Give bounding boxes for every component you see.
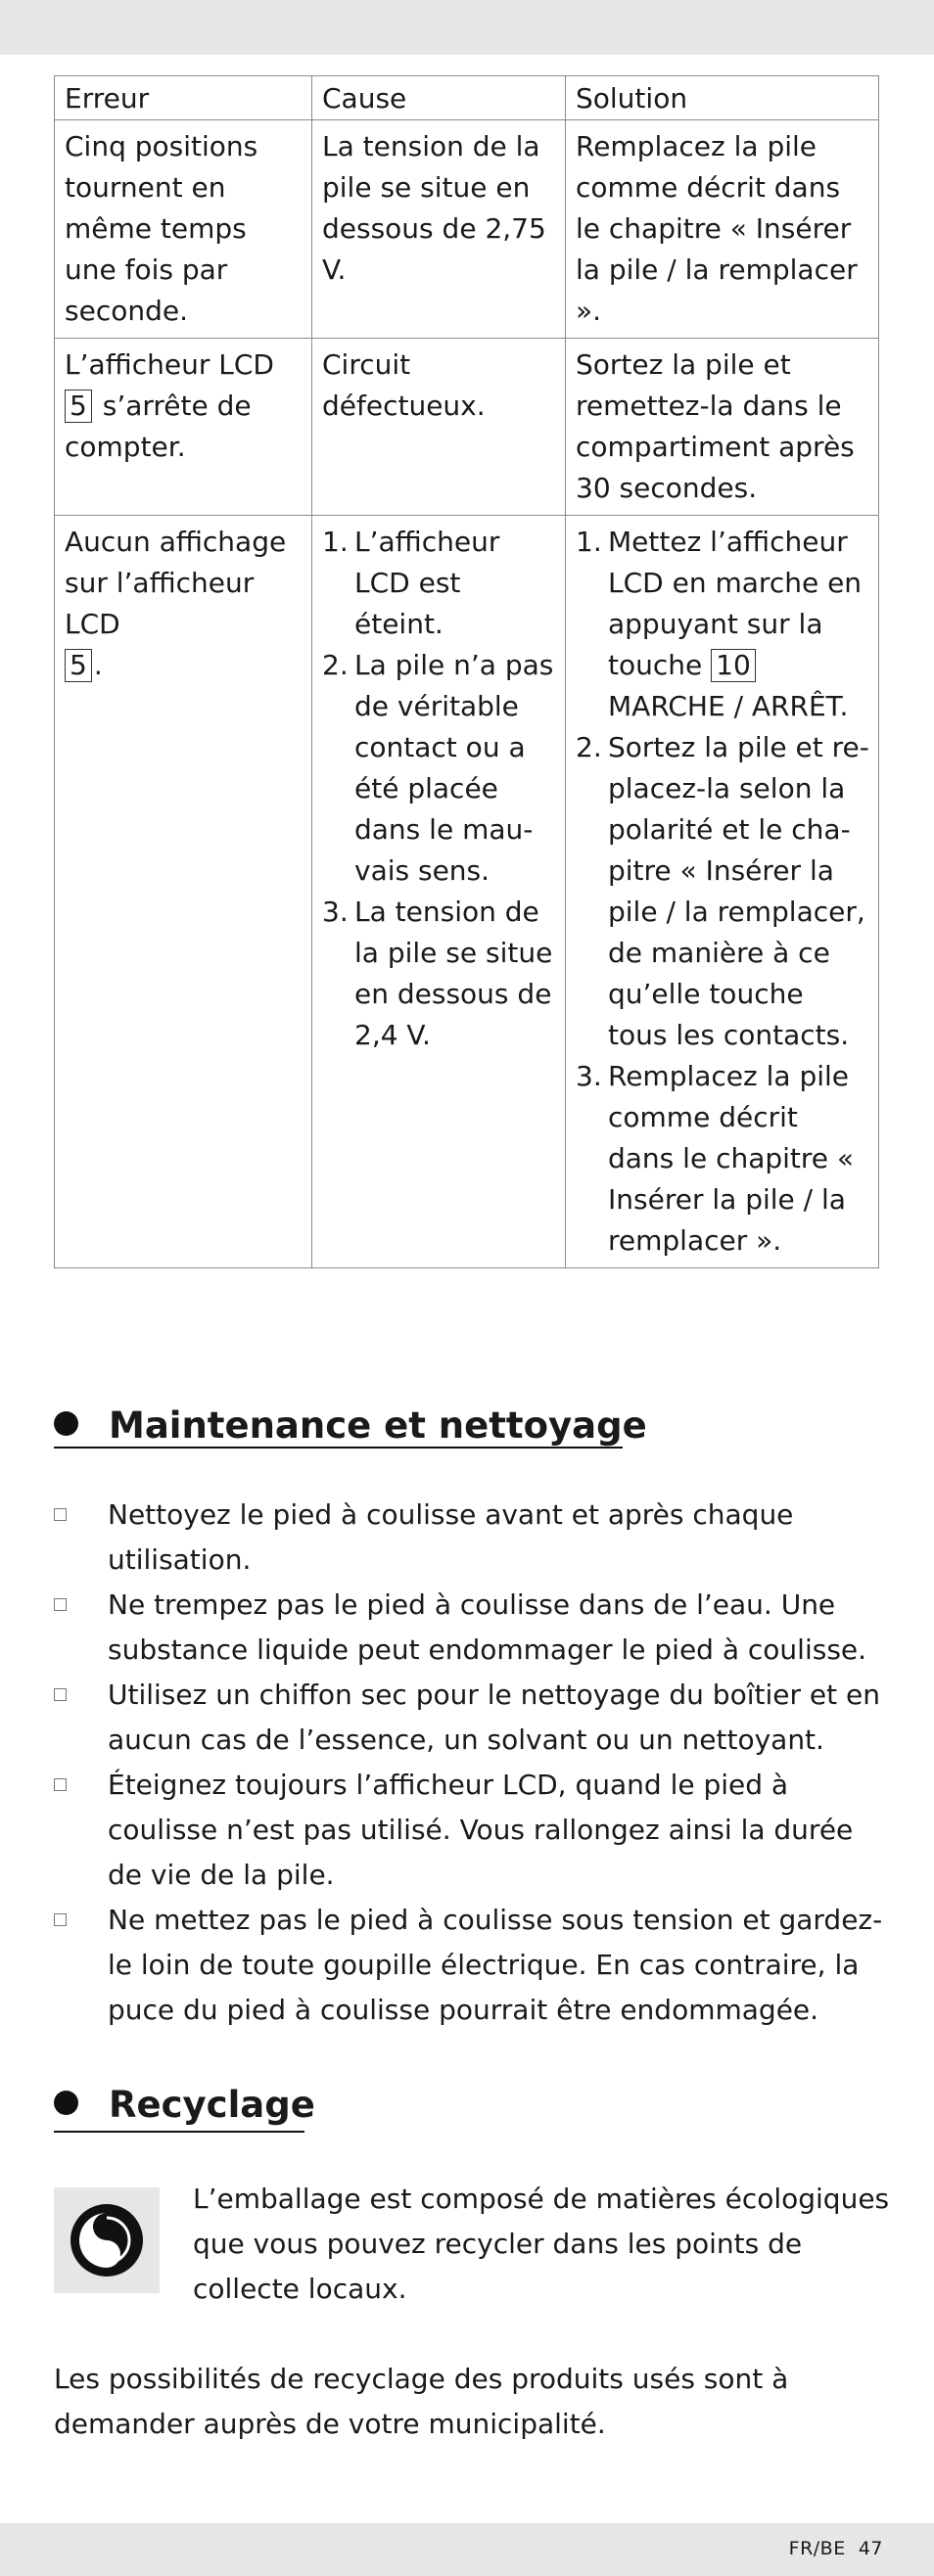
checkbox-square-icon: [54, 1688, 67, 1701]
checkbox-square-icon: [54, 1778, 67, 1791]
row3-error-suffix: .: [93, 649, 103, 681]
checkbox-square-icon: [54, 1913, 67, 1926]
power-button-ref-number: 10: [711, 649, 756, 682]
row3-error: [55, 516, 312, 1268]
table-row: [55, 516, 879, 1268]
bullet-dot-icon: [54, 2091, 78, 2115]
page-footer: [789, 2538, 883, 2559]
header-error: Erreur: [55, 76, 312, 120]
table-row: [55, 339, 879, 516]
row2-error-prefix: L’afficheur LCD: [65, 348, 274, 381]
list-item: Ne trempez pas le pied à coulisse dans de l’eau. Une substance liquide peut endommager le pied à coulisse.: [54, 1583, 896, 1673]
troubleshooting-table: [54, 75, 879, 1268]
packaging-recycling-text: L’emballage est composé de matières écologiques que vous pouvez recycler dans les points de collecte locaux.: [193, 2183, 890, 2305]
row3-solution: [566, 516, 879, 1268]
checkbox-square-icon: [54, 1508, 67, 1521]
table-header-row: [55, 76, 879, 120]
recycling-closing-text: Les possibilités de recyclage des produits usés sont à demander auprès de votre municipalité.: [54, 2363, 789, 2440]
maintenance-list: [54, 1493, 896, 2033]
list-item: Ne mettez pas le pied à coulisse sous tension et gardez-le loin de toute goupille électrique. En cas contraire, la puce du pied à coulisse pourrait être endommagée.: [54, 1898, 896, 2033]
lcd-ref-number: 5: [65, 649, 92, 682]
list-item: 3. Remplacez la pile comme décrit dans le chapitre « Insérer la pile / la remplacer ».: [576, 1060, 855, 1257]
page-number: 47: [858, 2538, 883, 2559]
list-item: 2. Sortez la pile et replacez-la selon la polarité et le chapitre « Insérer la pile / la remplacer, de manière à ce qu’elle touche tous les contacts.: [576, 731, 869, 1051]
recycling-heading-underline: [54, 2131, 304, 2133]
list-item: Nettoyez le pied à coulisse avant et après chaque utilisation.: [54, 1493, 896, 1583]
row1-solution: Remplacez la pile comme décrit dans le chapitre « Insérer la pile / la remplacer ».: [566, 120, 879, 339]
list-item: 3. La tension de la pile se situe en dessous de 2,4 V.: [322, 896, 553, 1051]
list-item: Éteignez toujours l’afficheur LCD, quand le pied à coulisse n’est pas utilisé. Vous rallongez ainsi la durée de vie de la pile.: [54, 1763, 896, 1898]
row1-error: Cinq positions tournent en même temps une fois par seconde.: [55, 120, 312, 339]
list-item: 2. La pile n’a pas de véritable contact ou a été placée dans le mauvais sens.: [322, 649, 554, 887]
recycling-heading: Recyclage: [54, 2081, 315, 2130]
list-item: 1. L’afficheur LCD est éteint.: [322, 526, 500, 640]
row3-error-prefix: Aucun affichage sur l’afficheur LCD: [65, 526, 287, 640]
row2-error-suffix: s’arrête de compter.: [65, 390, 252, 463]
row3-cause: [312, 516, 566, 1268]
green-dot-recycling-icon: [54, 2187, 160, 2293]
row2-solution: Sortez la pile et remettez-la dans le compartiment après 30 secondes.: [566, 339, 879, 516]
row2-cause: Circuit défectueux.: [312, 339, 566, 516]
table-row: [55, 120, 879, 339]
lcd-ref-number: 5: [65, 390, 92, 423]
checkbox-square-icon: [54, 1598, 67, 1611]
maintenance-heading: Maintenance et nettoyage: [54, 1402, 647, 1450]
row2-error: [55, 339, 312, 516]
row1-cause: La tension de la pile se situe en dessous de 2,75 V.: [312, 120, 566, 339]
header-solution: Solution: [566, 76, 879, 120]
bullet-dot-icon: [54, 1411, 78, 1436]
header-cause: Cause: [312, 76, 566, 120]
maintenance-heading-underline: [54, 1447, 623, 1449]
footer-label: FR/BE: [788, 2538, 846, 2559]
list-item: 1. Mettez l’afficheur LCD en marche en appuyant sur la touche 10 MARCHE / ARRÊT.: [576, 526, 863, 722]
list-item: Utilisez un chiffon sec pour le nettoyage du boîtier et en aucun cas de l’essence, un solvant ou un nettoyant.: [54, 1673, 896, 1763]
top-bar: [0, 0, 934, 55]
